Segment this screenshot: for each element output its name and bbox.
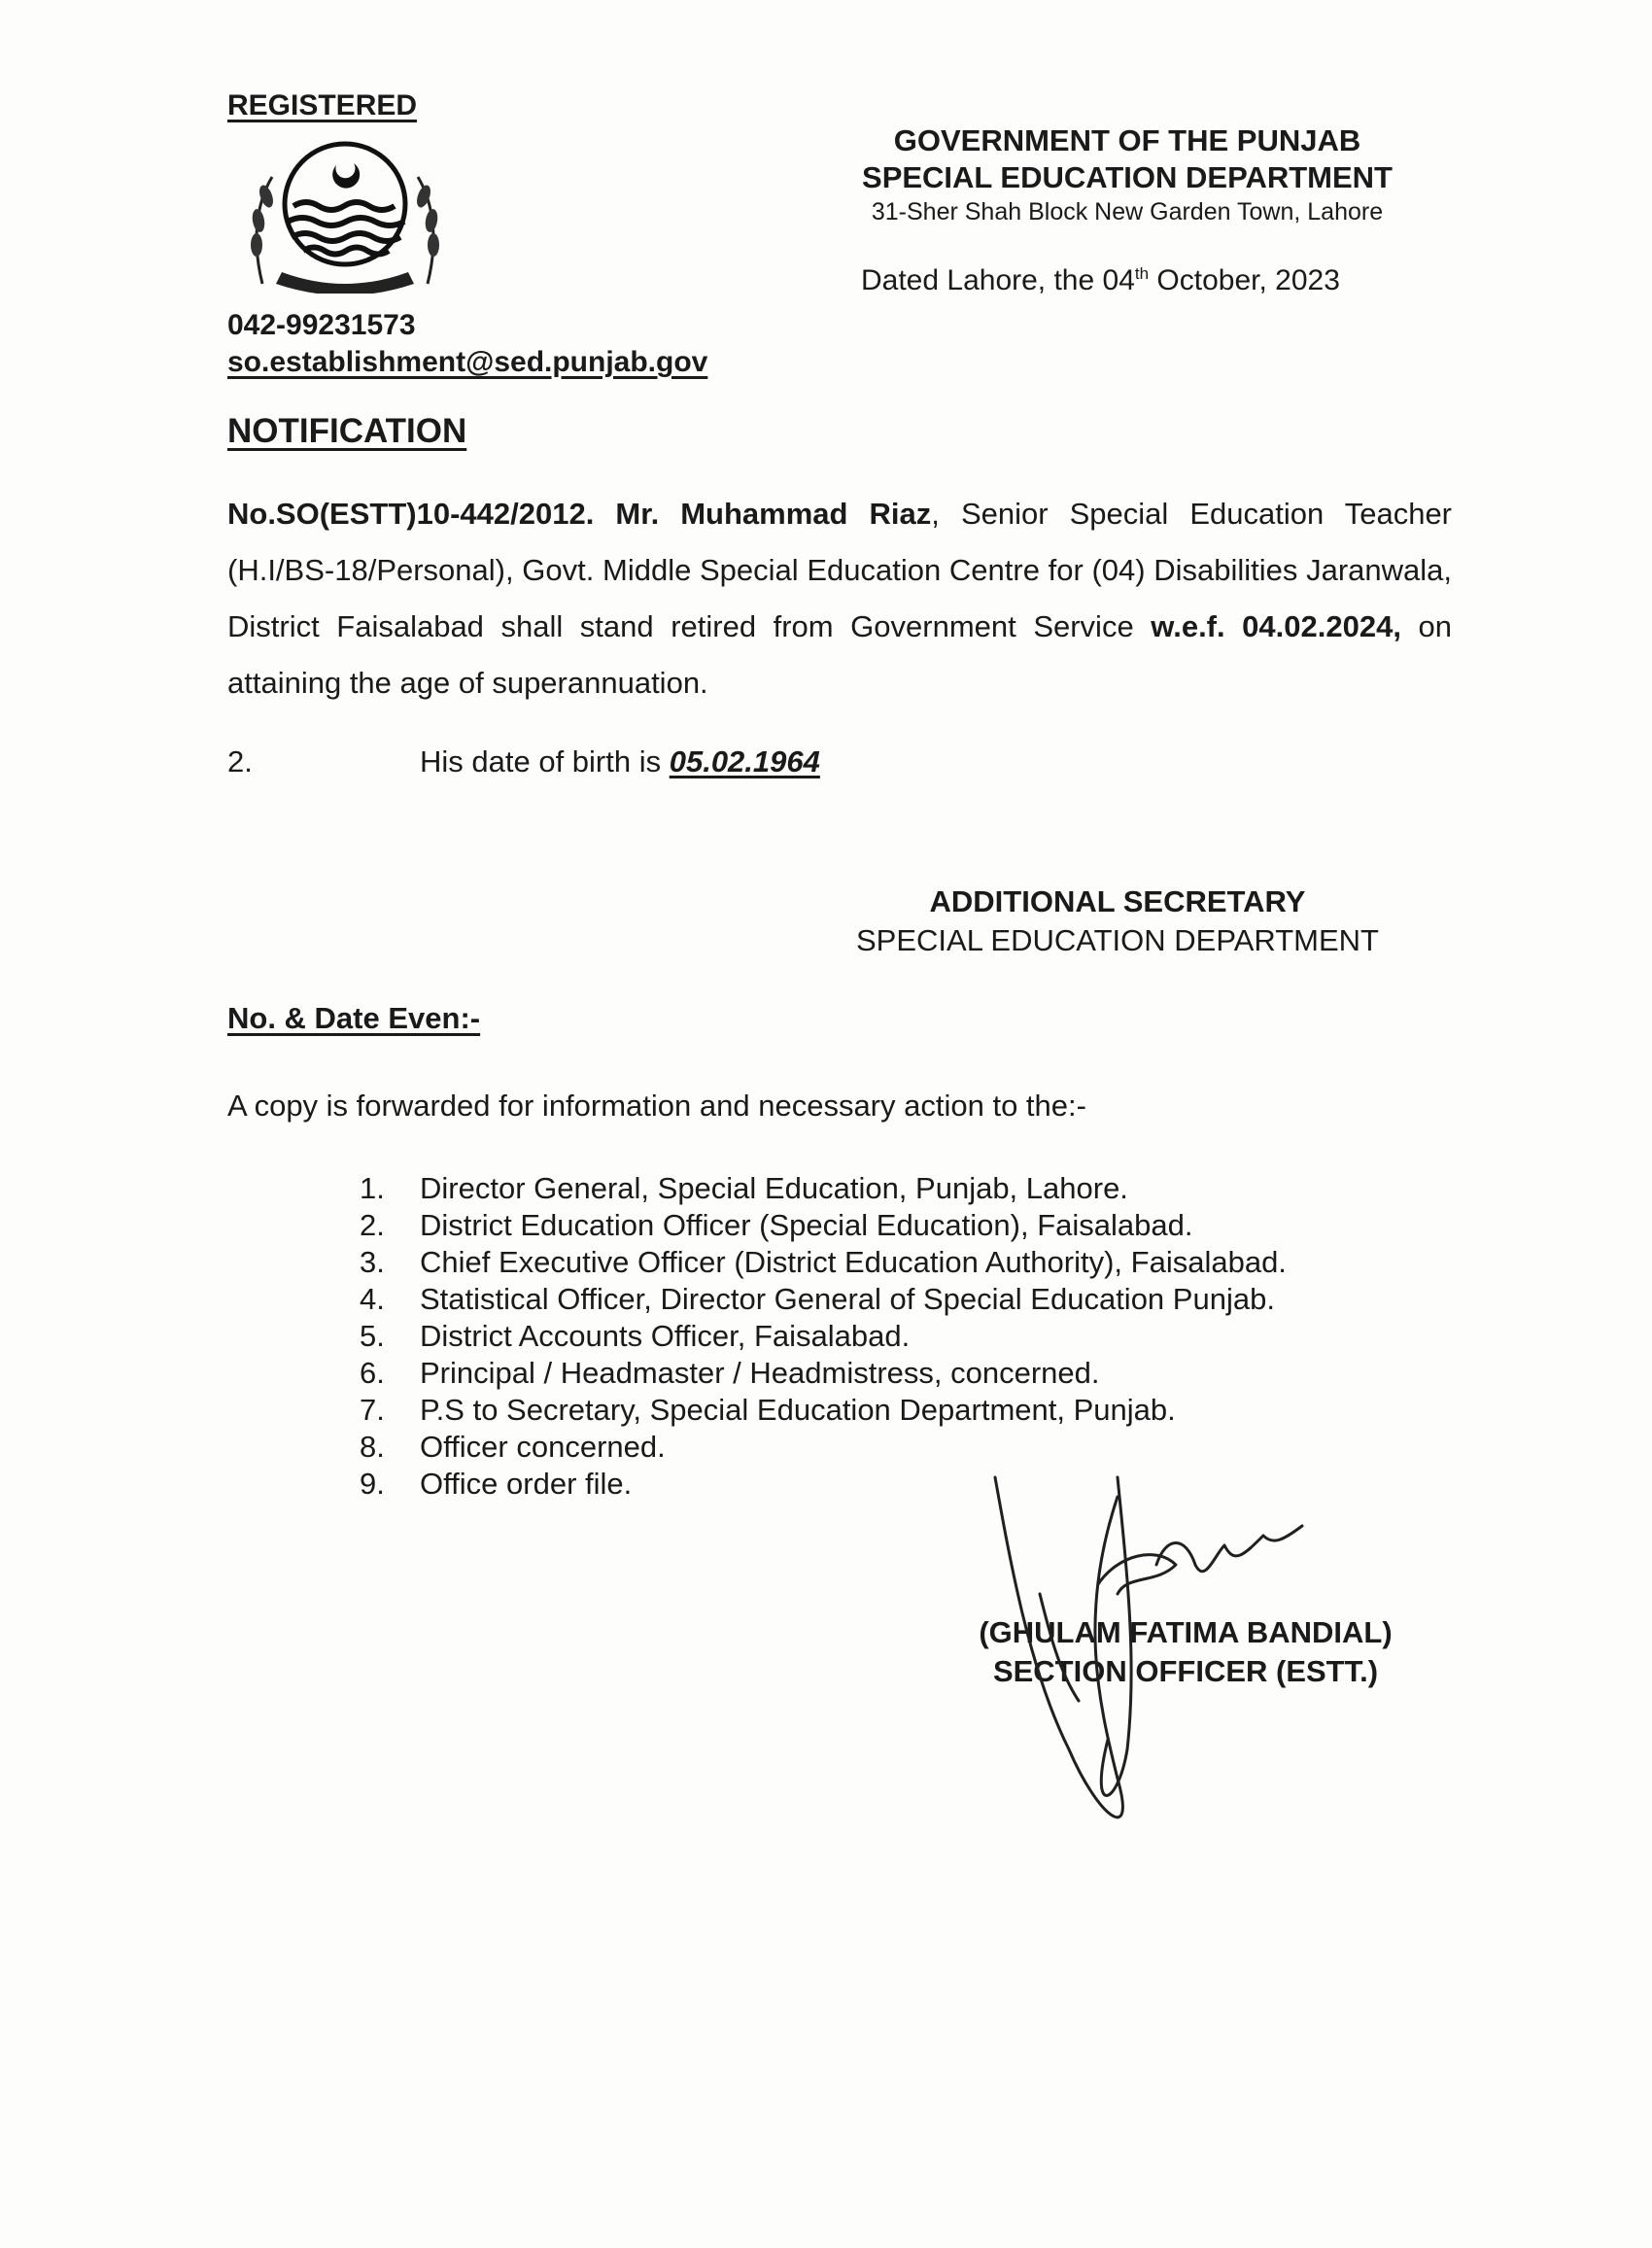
list-item bbox=[360, 1281, 1287, 1318]
paragraph-body-1: , Senior Special Education Teacher (H.I/BS-18/Personal), Govt. Middle Special Education Centre for (04) Disabilities Jaranwala, District Faisalabad shall stand retired from Government Service bbox=[227, 497, 1453, 643]
list-item-number: 7. bbox=[360, 1393, 385, 1427]
list-item-text: Officer concerned. bbox=[420, 1430, 666, 1464]
list-item bbox=[360, 1355, 1287, 1392]
list-item-text: Director General, Special Education, Punjab, Lahore. bbox=[420, 1171, 1128, 1205]
date-of-birth-value: 05.02.1964 bbox=[669, 744, 820, 778]
list-item-number: 5. bbox=[360, 1319, 385, 1353]
department-name: SPECIAL EDUCATION DEPARTMENT bbox=[862, 160, 1393, 194]
list-item-text: District Education Officer (Special Education), Faisalabad. bbox=[420, 1208, 1193, 1242]
paragraph-2-text bbox=[420, 744, 820, 779]
paragraph-2-number: 2. bbox=[227, 744, 253, 778]
endorsement-heading: No. & Date Even:- bbox=[227, 1001, 481, 1035]
authority-department: SPECIAL EDUCATION DEPARTMENT bbox=[856, 923, 1379, 957]
notification-paragraph-1 bbox=[227, 486, 1452, 711]
handwritten-signature bbox=[972, 1458, 1360, 1847]
government-of-punjab-emblem-icon bbox=[243, 138, 447, 294]
list-item bbox=[360, 1207, 1287, 1244]
paragraph-body-2: on attaining the age of superannuation. bbox=[227, 609, 1452, 700]
signatory-name: (GHULAM FATIMA BANDIAL) bbox=[979, 1615, 1393, 1649]
letterhead bbox=[816, 122, 1438, 227]
list-item bbox=[360, 1244, 1287, 1281]
list-item-number: 3. bbox=[360, 1245, 385, 1279]
distribution-list bbox=[360, 1170, 1287, 1503]
government-name: GOVERNMENT OF THE PUNJAB bbox=[893, 123, 1361, 157]
list-item-text: Chief Executive Officer (District Education Authority), Faisalabad. bbox=[420, 1245, 1287, 1279]
list-item-text: P.S to Secretary, Special Education Department, Punjab. bbox=[420, 1393, 1176, 1427]
list-item-text: Statistical Officer, Director General of Special Education Punjab. bbox=[420, 1282, 1275, 1316]
date-of-birth-label: His date of birth is bbox=[420, 744, 670, 778]
list-item-number: 4. bbox=[360, 1282, 385, 1316]
list-item-number: 8. bbox=[360, 1430, 385, 1464]
list-item-text: District Accounts Officer, Faisalabad. bbox=[420, 1319, 911, 1353]
email-address[interactable]: so.establishment@sed.punjab.gov bbox=[227, 346, 708, 378]
employee-name: Mr. Muhammad Riaz bbox=[615, 497, 932, 531]
list-item-number: 2. bbox=[360, 1208, 385, 1242]
list-item-text: Office order file. bbox=[420, 1467, 633, 1501]
dated-prefix: Dated Lahore, the 04 bbox=[861, 264, 1135, 296]
authority-title: ADDITIONAL SECRETARY bbox=[929, 884, 1306, 918]
department-address: 31-Sher Shah Block New Garden Town, Lahore bbox=[871, 198, 1384, 225]
dated-suffix: October, 2023 bbox=[1149, 264, 1340, 296]
list-item-number: 6. bbox=[360, 1356, 385, 1390]
list-item bbox=[360, 1392, 1287, 1429]
dated-line bbox=[861, 264, 1340, 297]
endorsement-intro: A copy is forwarded for information and necessary action to the:- bbox=[227, 1089, 1086, 1123]
signatory-designation: SECTION OFFICER (ESTT.) bbox=[992, 1654, 1379, 1688]
phone-number: 042-99231573 bbox=[227, 309, 416, 341]
list-item-text: Principal / Headmaster / Headmistress, concerned. bbox=[420, 1356, 1100, 1390]
notification-heading: NOTIFICATION bbox=[227, 412, 467, 450]
reference-number: No.SO(ESTT)10-442/2012. bbox=[227, 497, 595, 531]
effective-date: w.e.f. 04.02.2024, bbox=[1151, 609, 1401, 643]
registered-label: REGISTERED bbox=[227, 89, 418, 121]
list-item bbox=[360, 1318, 1287, 1355]
list-item-number: 9. bbox=[360, 1467, 385, 1501]
list-item bbox=[360, 1170, 1287, 1207]
list-item-number: 1. bbox=[360, 1171, 385, 1205]
dated-ordinal: th bbox=[1134, 264, 1150, 283]
authority-block bbox=[836, 882, 1399, 960]
